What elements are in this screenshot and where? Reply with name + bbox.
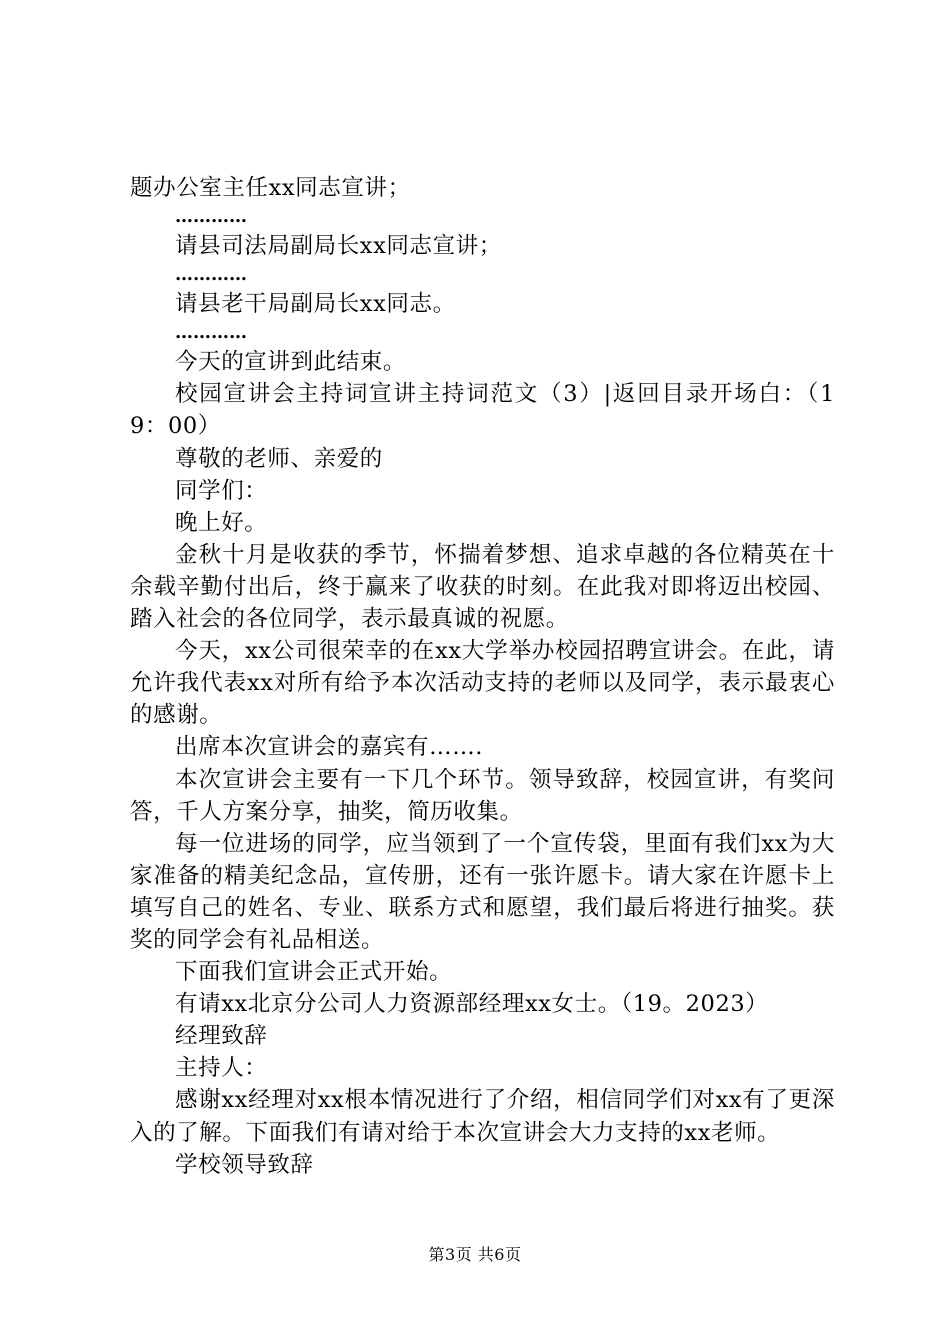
paragraph: 晚上好。	[175, 509, 268, 536]
ellipsis-line: …………	[175, 264, 247, 286]
paragraph: 题办公室主任xx同志宣讲；	[130, 175, 411, 201]
paragraph: 经理致辞	[175, 1023, 268, 1050]
page-number: 第3页 共6页	[428, 1245, 522, 1264]
page-footer	[0, 1245, 950, 1265]
document-body	[130, 172, 835, 1181]
paragraph: 同学们：	[175, 477, 268, 504]
paragraph: 下面我们宣讲会正式开始。	[175, 959, 453, 986]
paragraph: 本次宣讲会主要有一下几个环节。领导致辞，校园宣讲，有奖问答，千人方案分享，抽奖，简历收集。	[130, 766, 835, 825]
paragraph: 请县老干局副局长xx同志。	[175, 291, 456, 318]
paragraph: 今天的宣讲到此结束。	[175, 349, 407, 376]
paragraph: 出席本次宣讲会的嘉宾有…….	[175, 734, 484, 761]
paragraph: 请县司法局副局长xx同志宣讲；	[175, 233, 502, 260]
paragraph: 主持人：	[175, 1055, 268, 1082]
paragraph: 有请xx北京分公司人力资源部经理xx女士。（19。2023）	[175, 991, 769, 1018]
ellipsis-line: …………	[175, 206, 247, 228]
paragraph: 尊敬的老师、亲爱的	[175, 445, 383, 472]
paragraph: 感谢xx经理对xx根本情况进行了介绍，相信同学们对xx有了更深入的了解。下面我们有请对给于本次宣讲会大力支持的xx老师。	[130, 1087, 835, 1146]
section-heading: 校园宣讲会主持词宣讲主持词范文（3）|返回目录开场白：（19：00）	[130, 381, 835, 440]
ellipsis-line: …………	[175, 322, 247, 344]
paragraph: 每一位进场的同学，应当领到了一个宣传袋，里面有我们xx为大家准备的精美纪念品，宣传册，还有一张许愿卡。请大家在许愿卡上填写自己的姓名、专业、联系方式和愿望，我们最后将进行抽奖。获奖的同学会有礼品相送。	[130, 830, 835, 953]
paragraph: 金秋十月是收获的季节，怀揣着梦想、追求卓越的各位精英在十余载辛勤付出后，终于赢来了收获的时刻。在此我对即将迈出校园、踏入社会的各位同学，表示最真诚的祝愿。	[130, 541, 835, 633]
paragraph: 今天，xx公司很荣幸的在xx大学举办校园招聘宣讲会。在此，请允许我代表xx对所有给予本次活动支持的老师以及同学，表示最衷心的感谢。	[130, 638, 835, 729]
paragraph: 学校领导致辞	[175, 1151, 314, 1178]
